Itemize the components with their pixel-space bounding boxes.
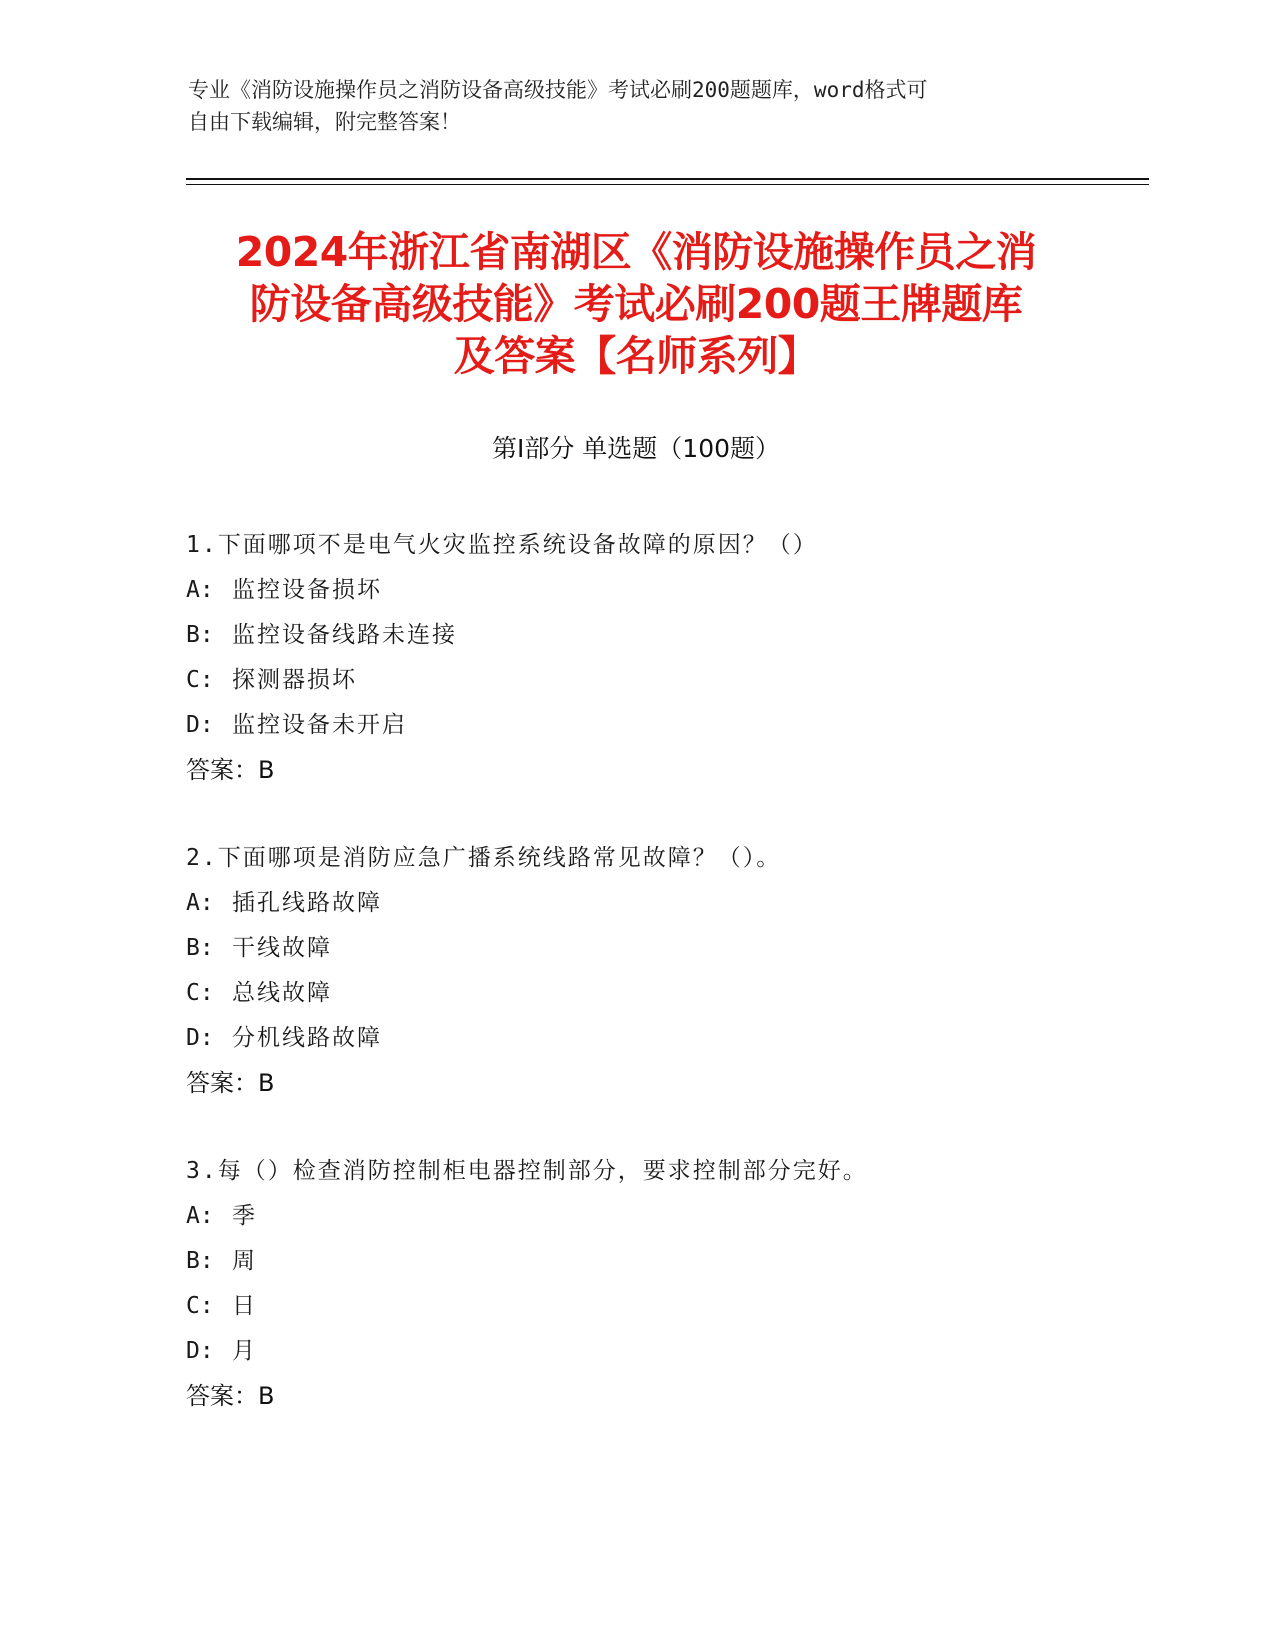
option-letter: C: bbox=[186, 1293, 214, 1319]
question-stem: 1.下面哪项不是电气火灾监控系统设备故障的原因？（） bbox=[186, 532, 818, 558]
option-letter: D: bbox=[186, 1025, 214, 1051]
question-3 bbox=[186, 1149, 1116, 1419]
option-text: 探测器损坏 bbox=[232, 667, 357, 693]
option-c bbox=[186, 1284, 1116, 1329]
option-letter: B: bbox=[186, 622, 214, 648]
question-stem: 3.每（）检查消防控制柜电器控制部分，要求控制部分完好。 bbox=[186, 1158, 868, 1184]
option-letter: A: bbox=[186, 577, 214, 603]
option-a bbox=[186, 1194, 1116, 1239]
option-text: 插孔线路故障 bbox=[232, 890, 382, 916]
option-text: 日 bbox=[232, 1293, 257, 1319]
option-letter: C: bbox=[186, 980, 214, 1006]
option-letter: B: bbox=[186, 1248, 214, 1274]
option-text: 分机线路故障 bbox=[232, 1025, 382, 1051]
answer: 答案：B bbox=[186, 1382, 275, 1410]
option-letter: A: bbox=[186, 890, 214, 916]
option-letter: B: bbox=[186, 935, 214, 961]
option-text: 干线故障 bbox=[232, 935, 332, 961]
option-letter: A: bbox=[186, 1203, 214, 1229]
option-letter: D: bbox=[186, 1338, 214, 1364]
option-text: 月 bbox=[232, 1338, 257, 1364]
option-text: 周 bbox=[232, 1248, 257, 1274]
option-d bbox=[186, 1016, 1116, 1061]
header-note bbox=[188, 74, 1088, 138]
option-d bbox=[186, 703, 1116, 748]
option-letter: D: bbox=[186, 712, 214, 738]
document-title-line-1: 2024年浙江省南湖区《消防设施操作员之消 bbox=[235, 228, 1037, 276]
option-a bbox=[186, 881, 1116, 926]
option-letter: C: bbox=[186, 667, 214, 693]
option-a bbox=[186, 568, 1116, 613]
question-stem: 2.下面哪项是消防应急广播系统线路常见故障？（）。 bbox=[186, 845, 782, 871]
option-c bbox=[186, 971, 1116, 1016]
option-text: 监控设备线路未连接 bbox=[232, 622, 457, 648]
header-divider-thin bbox=[186, 184, 1149, 185]
option-b bbox=[186, 1239, 1116, 1284]
option-b bbox=[186, 926, 1116, 971]
document-title-line-2: 防设备高级技能》考试必刷200题王牌题库 bbox=[249, 280, 1023, 328]
header-note-line-2: 自由下载编辑，附完整答案！ bbox=[188, 110, 461, 134]
option-d bbox=[186, 1329, 1116, 1374]
question-2 bbox=[186, 836, 1116, 1106]
header-note-line-1: 专业《消防设施操作员之消防设备高级技能》考试必刷200题题库，word格式可 bbox=[188, 78, 928, 102]
option-text: 监控设备未开启 bbox=[232, 712, 407, 738]
question-1 bbox=[186, 523, 1116, 793]
option-b bbox=[186, 613, 1116, 658]
answer: 答案：B bbox=[186, 756, 275, 784]
option-c bbox=[186, 658, 1116, 703]
option-text: 监控设备损坏 bbox=[232, 577, 382, 603]
answer: 答案：B bbox=[186, 1069, 275, 1097]
option-text: 季 bbox=[232, 1203, 257, 1229]
question-list bbox=[186, 523, 1116, 1462]
option-text: 总线故障 bbox=[232, 980, 332, 1006]
document-title bbox=[186, 226, 1086, 382]
section-heading: 第Ⅰ部分 单选题（100题） bbox=[491, 434, 781, 463]
document-title-line-3: 及答案【名师系列】 bbox=[453, 332, 819, 380]
header-divider-thick bbox=[186, 178, 1149, 180]
